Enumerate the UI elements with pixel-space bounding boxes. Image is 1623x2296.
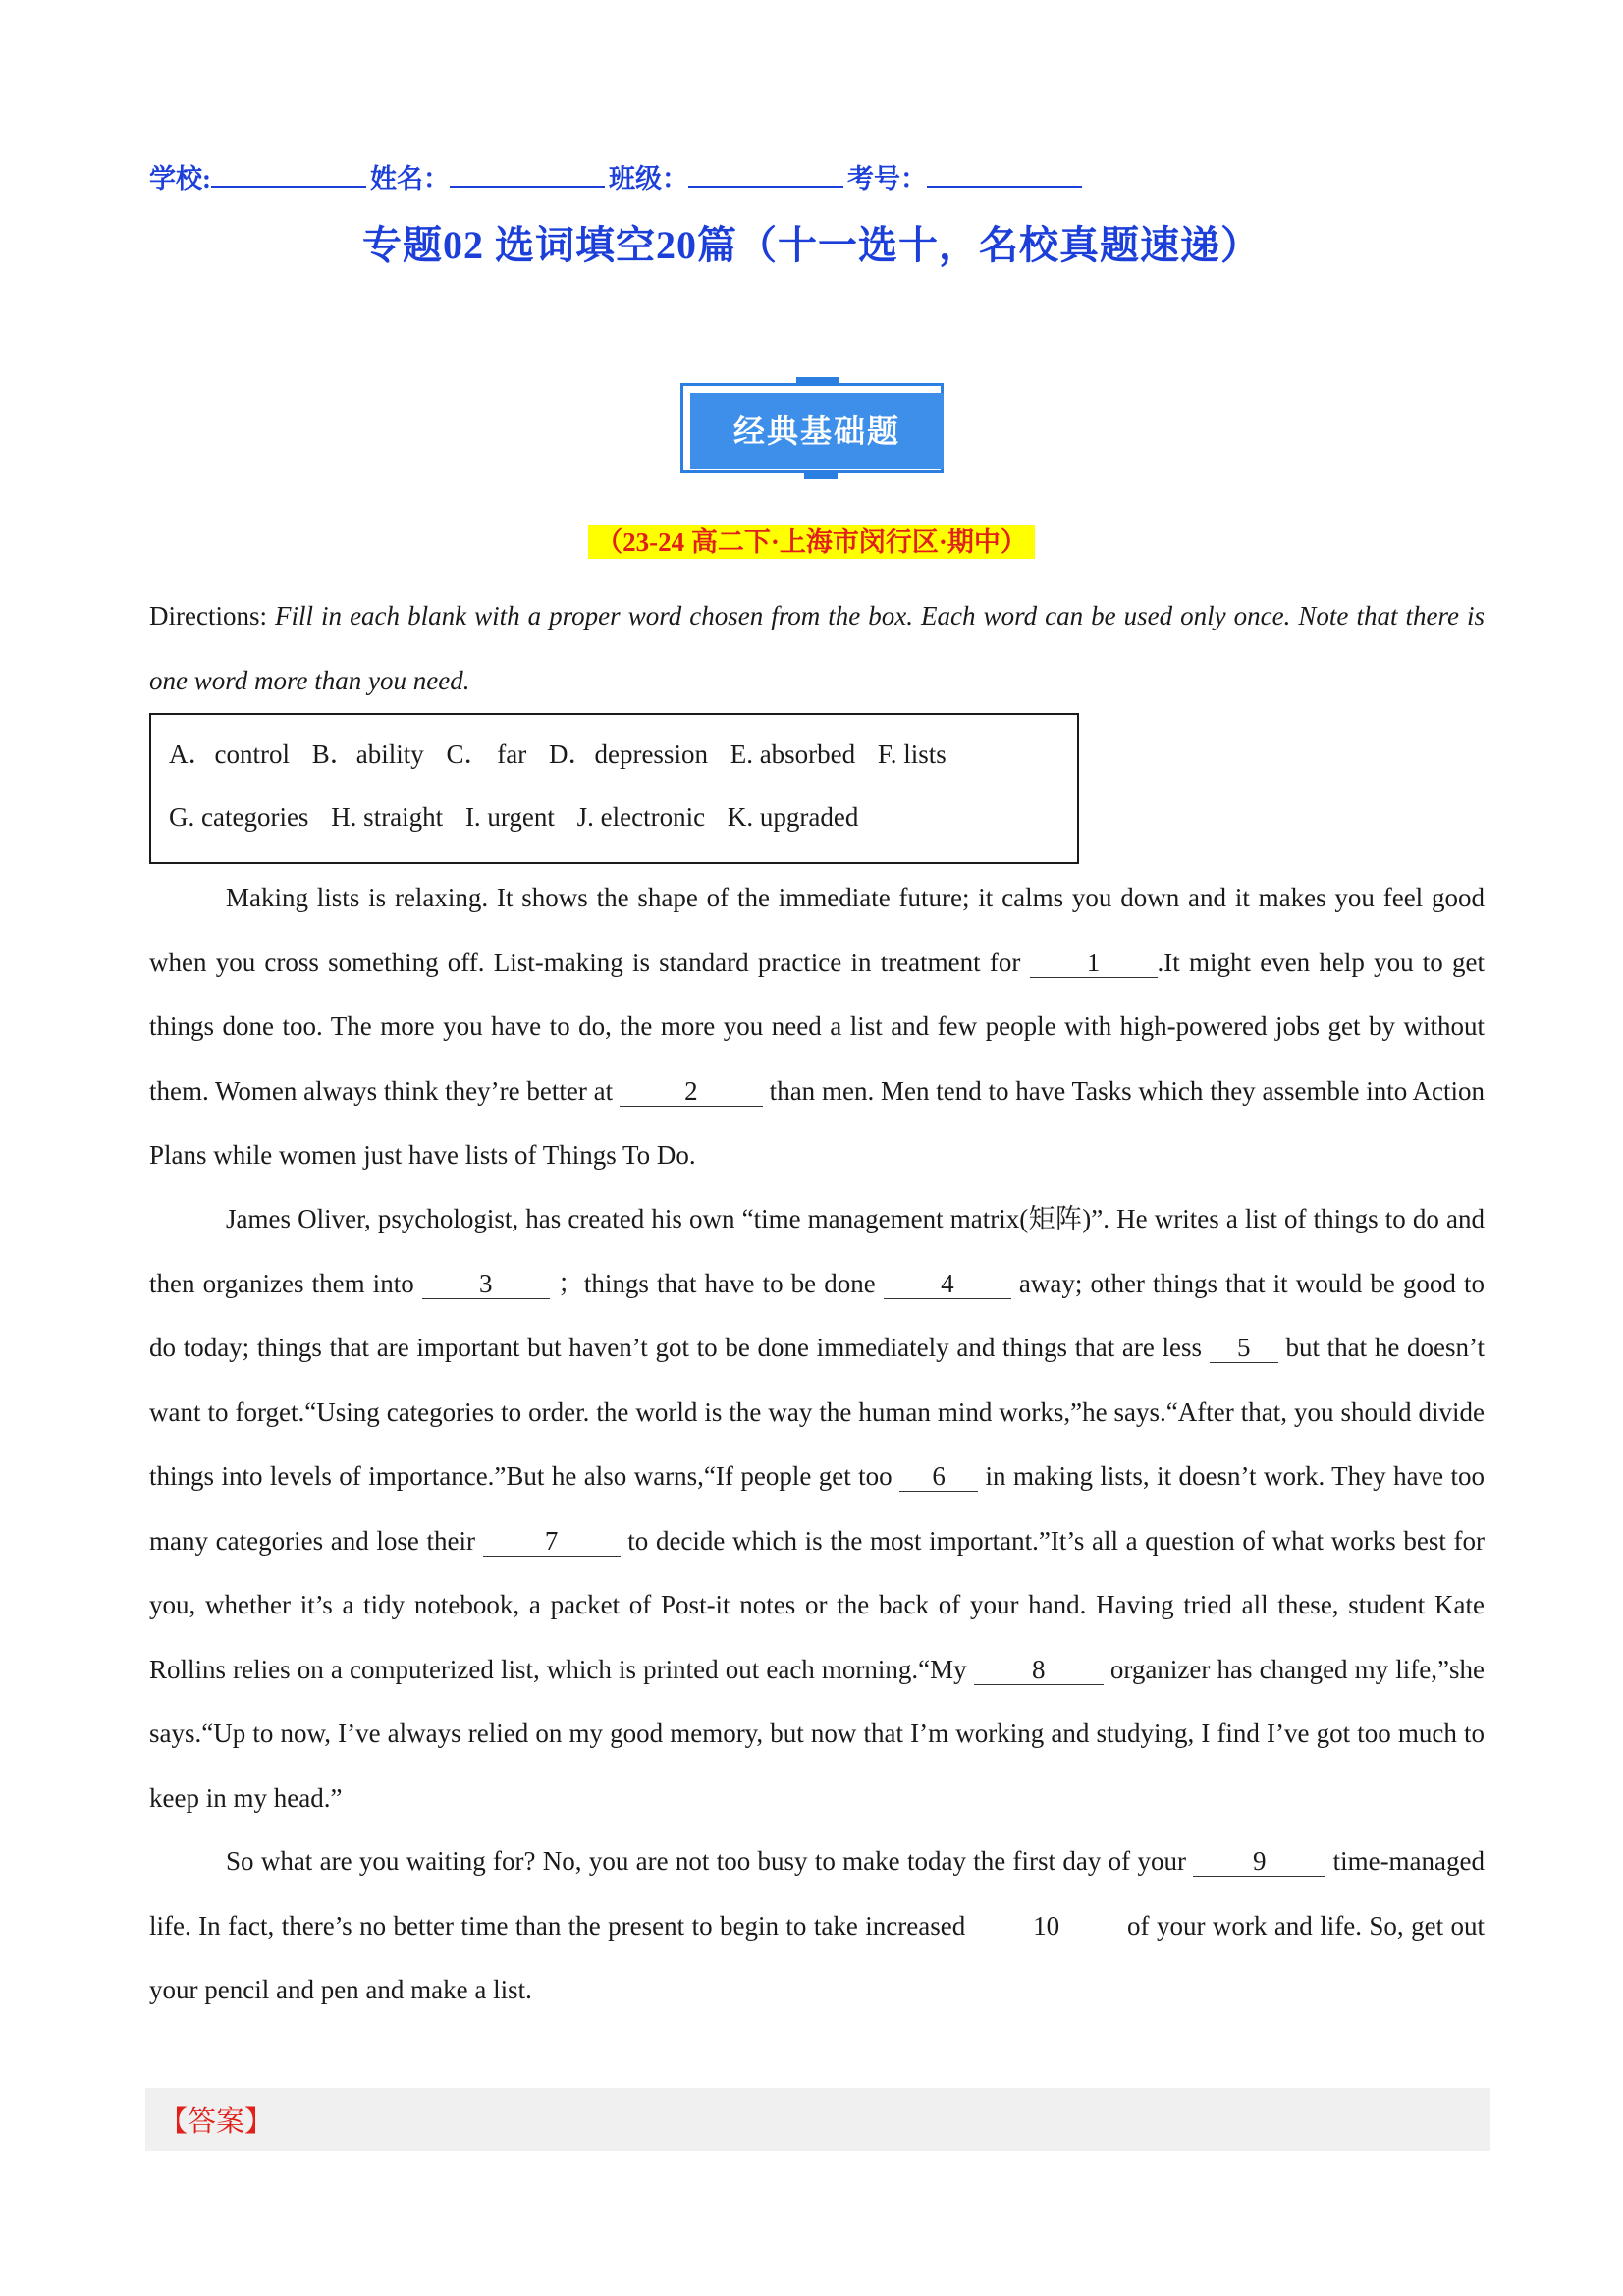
passage-text: in making lists, it doesn’t work. They have too many categories and lose their: [149, 1461, 1485, 1556]
section-badge: [680, 383, 950, 481]
passage-text: So what are you waiting for? No, you are not too busy to make today the first day of your: [226, 1846, 1194, 1876]
blank-3[interactable]: 3: [422, 1271, 550, 1299]
answer-section: [145, 2088, 1490, 2151]
passage-text: to decide which is the most important.”It’s all a question of what works best for you, whether it’s a tidy notebook, a packet of Post-it notes or the back of your hand. Having tried all these, student Kate Rollins relies on a computerized list, which is printed out each morning.“My: [149, 1525, 1485, 1684]
passage-paragraph-3: [149, 1830, 1485, 2023]
blank-5[interactable]: 5: [1210, 1335, 1278, 1363]
passage-text: James Oliver, psychologist, has created his own “time management matrix(矩阵)”. He writes a list of things to do and then organizes them into: [149, 1204, 1485, 1298]
id-blank[interactable]: [927, 162, 1082, 188]
name-label: 姓名：: [370, 164, 450, 193]
blank-2[interactable]: 2: [620, 1078, 763, 1107]
passage-text: organizer has changed my life,”she says.“Up to now, I’ve always relied on my good memory, but now that I’m working and studying, I find I’ve got too much to keep in my head.”: [149, 1654, 1485, 1813]
option-k: K. upgraded: [727, 802, 859, 832]
option-b: B．ability: [311, 739, 424, 769]
passage-text: .It might even help you to get things done too. The more you have to do, the more you need a list and few people with high-powered jobs get by without them. Women always think they’re better at: [149, 947, 1485, 1106]
word-box-row-1: [169, 730, 1077, 793]
directions-text: Fill in each blank with a proper word chosen from the box. Each word can be used only once. Note that there is one word more than you need.: [149, 601, 1485, 695]
word-box: [149, 713, 1079, 864]
badge-tab-bottom: [804, 471, 838, 479]
passage-text: away; other things that it would be good to do today; things that are important but haven’t got to be done immediately and things that are less: [149, 1268, 1485, 1362]
passage-text: but that he doesn’t want to forget.“Using categories to order. the world is the way the human mind works,”he says.“After that, you should divide things into levels of importance.”But he also warns,“If people get too: [149, 1333, 1485, 1491]
passage-text: time-managed life. In fact, there’s no better time than the present to begin to take increased: [149, 1846, 1486, 1941]
blank-4[interactable]: 4: [884, 1271, 1011, 1299]
blank-1[interactable]: 1: [1030, 950, 1158, 978]
answer-label: 【答案】: [159, 2105, 274, 2138]
blank-6[interactable]: 6: [899, 1463, 978, 1492]
option-j: J. electronic: [576, 802, 706, 832]
blank-9[interactable]: 9: [1193, 1848, 1325, 1877]
option-c: C． far: [446, 739, 527, 769]
class-blank[interactable]: [688, 162, 843, 188]
option-h: H. straight: [331, 802, 444, 832]
option-f: F. lists: [877, 739, 947, 769]
passage-paragraph-2: [149, 1187, 1485, 1831]
badge-label: 经典基础题: [690, 393, 944, 469]
class-label: 班级：: [609, 164, 688, 193]
badge-tab-top: [796, 377, 839, 385]
option-i: I. urgent: [464, 802, 555, 832]
directions: [149, 584, 1485, 713]
document-title: 专题02 选词填空20篇（十一选十，名校真题速递）: [362, 223, 1261, 267]
passage-text: of your work and life. So, get out your pencil and pen and make a list.: [149, 1910, 1485, 2004]
blank-8[interactable]: 8: [974, 1657, 1104, 1685]
student-info-line: [149, 157, 1084, 195]
blank-10[interactable]: 10: [973, 1913, 1120, 1941]
directions-lead: Directions:: [149, 601, 276, 630]
option-a: A．control: [169, 739, 290, 769]
question-source: [0, 520, 1623, 559]
name-blank[interactable]: [450, 162, 605, 188]
passage-text: than men. Men tend to have Tasks which they assemble into Action Plans while women just have lists of Things To Do.: [149, 1075, 1485, 1170]
passage-text: Making lists is relaxing. It shows the shape of the immediate future; it calms you down and it makes you feel good when you cross something off. List-making is standard practice in treatment for: [149, 883, 1485, 977]
blank-7[interactable]: 7: [483, 1528, 621, 1557]
source-highlight: （23-24 高二下·上海市闵行区·期中）: [588, 525, 1035, 559]
option-g: G. categories: [169, 802, 309, 832]
passage-text: ；things that have to be done: [549, 1268, 884, 1298]
passage-paragraph-1: [149, 866, 1485, 1188]
school-blank[interactable]: [211, 162, 366, 188]
id-label: 考号：: [847, 164, 927, 193]
school-label: 学校:: [149, 164, 211, 193]
option-d: D．depression: [548, 739, 708, 769]
word-box-row-2: [169, 793, 1077, 855]
option-e: E. absorbed: [730, 739, 856, 769]
